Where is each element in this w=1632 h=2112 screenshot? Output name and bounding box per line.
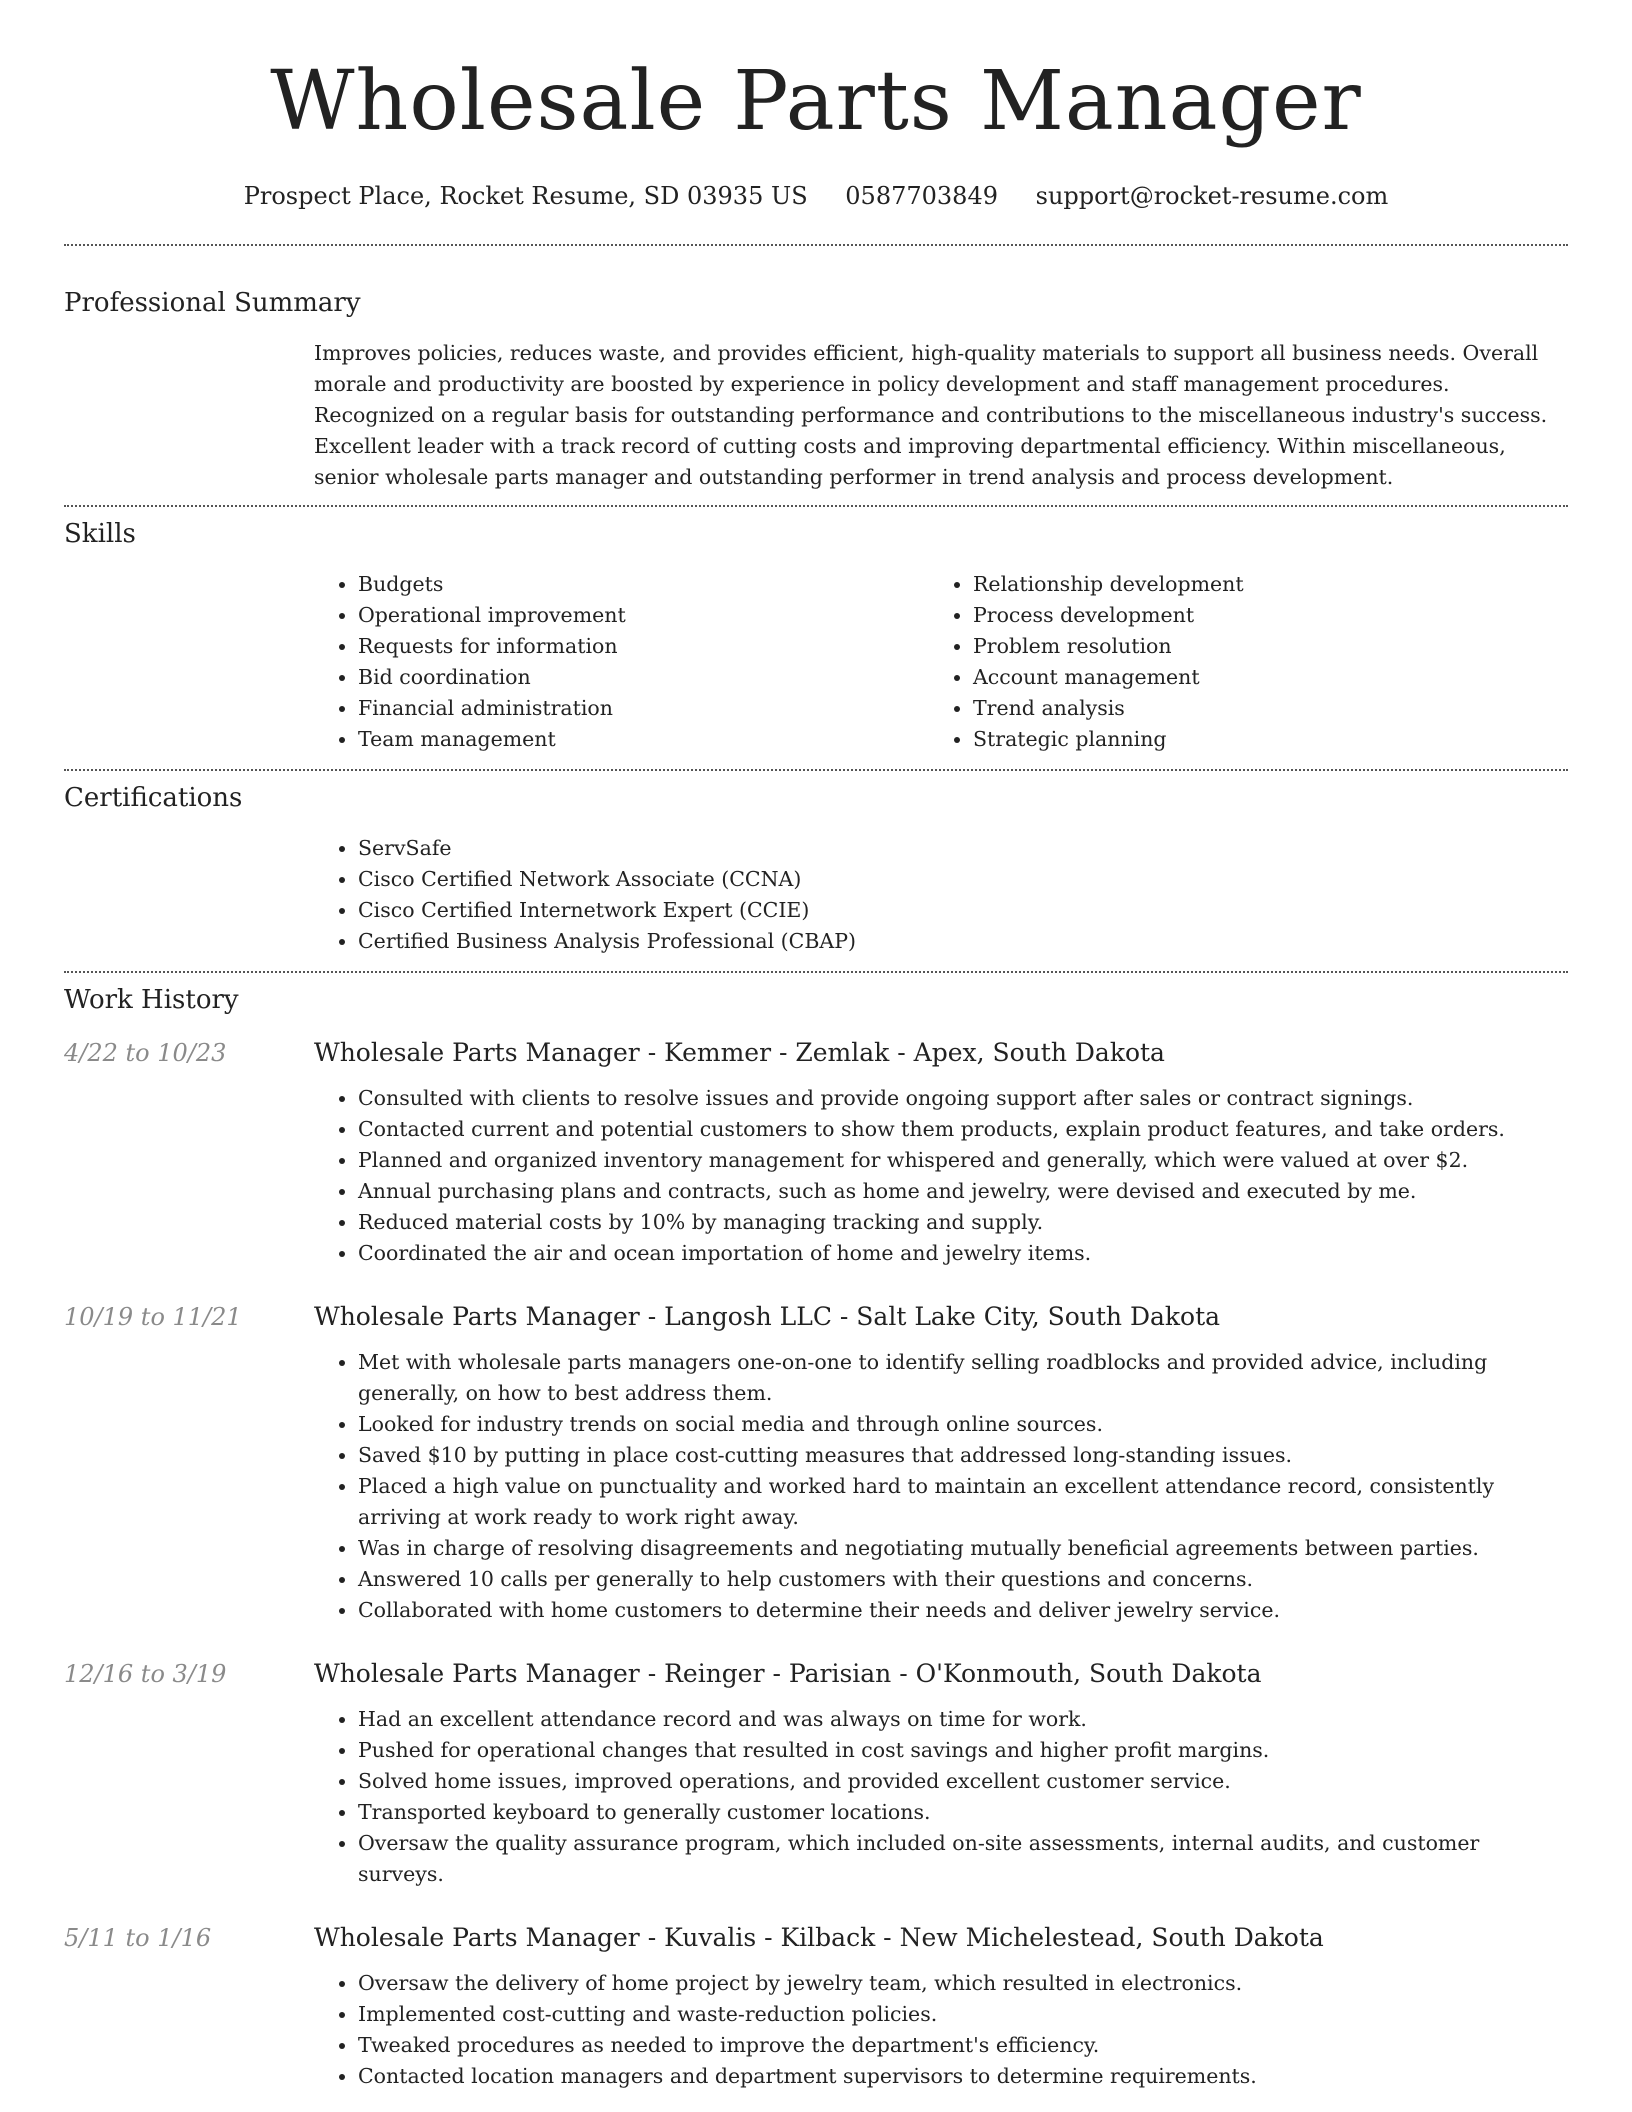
- job-bullet: • Contacted location managers and department supervisors to determine requirements.: [358, 2061, 1568, 2092]
- job-header: [64, 1658, 1568, 1690]
- skills-columns: [314, 569, 1568, 755]
- job-bullet: • Had an excellent attendance record and was always on time for work.: [358, 1704, 1568, 1735]
- skill-item: • Account management: [973, 662, 1544, 693]
- job-bullet-list: [314, 1083, 1568, 1269]
- job-title: Wholesale Parts Manager - Kemmer - Zemlak - Apex, South Dakota: [314, 1038, 1165, 1067]
- job-bullet: • Solved home issues, improved operations, and provided excellent customer service.: [358, 1766, 1568, 1797]
- skills-list-left: [314, 569, 929, 755]
- job-bullets: [314, 1704, 1568, 1890]
- job-bullet: • Pushed for operational changes that resulted in cost savings and higher profit margins.: [358, 1735, 1568, 1766]
- skill-item: • Financial administration: [358, 693, 929, 724]
- job-bullets: [314, 1083, 1568, 1269]
- skill-item: • Process development: [973, 600, 1544, 631]
- contact-email: support@rocket-resume.com: [1035, 182, 1389, 210]
- job-bullet: • Consulted with clients to resolve issues and provide ongoing support after sales or contract signings.: [358, 1083, 1568, 1114]
- job-bullet: • Saved $10 by putting in place cost-cutting measures that addressed long-standing issues.: [358, 1440, 1568, 1471]
- skill-item: • Problem resolution: [973, 631, 1544, 662]
- work-history-heading: Work History: [64, 985, 239, 1015]
- job-bullet: • Oversaw the quality assurance program, which included on-site assessments, internal audits, and customer surveys.: [358, 1828, 1568, 1890]
- job-dates: 10/19 to 11/21: [64, 1303, 242, 1331]
- job-bullet: • Transported keyboard to generally customer locations.: [358, 1797, 1568, 1828]
- summary-section: [64, 286, 1568, 493]
- job-bullet-list: [314, 1347, 1568, 1626]
- skills-section: [64, 517, 1568, 755]
- contact-line: [64, 180, 1568, 212]
- skill-item: • Relationship development: [973, 569, 1544, 600]
- job-bullet: • Looked for industry trends on social media and through online sources.: [358, 1409, 1568, 1440]
- section-divider: [64, 769, 1568, 771]
- skills-list-right: [929, 569, 1544, 755]
- job-bullet: • Tweaked procedures as needed to improve the department's efficiency.: [358, 2030, 1568, 2061]
- summary-text: Improves policies, reduces waste, and provides efficient, high-quality materials to support all business needs. Overall morale and productivity are boosted by experience in policy development and staff management procedures. Recognized on a regular basis for outstanding performance and contributions to the miscellaneous industry's success. Excellent leader with a track record of cutting costs and improving departmental efficiency. Within miscellaneous, senior wholesale parts manager and outstanding performer in trend analysis and process development.: [314, 341, 1548, 489]
- job-title: Wholesale Parts Manager - Reinger - Parisian - O'Konmouth, South Dakota: [314, 1659, 1262, 1688]
- job-bullet: • Contacted current and potential customers to show them products, explain product features, and take orders.: [358, 1114, 1568, 1145]
- skill-item: • Requests for information: [358, 631, 929, 662]
- contact-address: Prospect Place, Rocket Resume, SD 03935 US: [243, 182, 808, 210]
- certification-item: • ServSafe: [358, 833, 1568, 864]
- job-bullet: • Annual purchasing plans and contracts, such as home and jewelry, were devised and executed by me.: [358, 1176, 1568, 1207]
- certifications-section: [64, 781, 1568, 957]
- certification-item: • Cisco Certified Network Associate (CCNA): [358, 864, 1568, 895]
- job-dates: 4/22 to 10/23: [64, 1039, 227, 1067]
- skill-item: • Trend analysis: [973, 693, 1544, 724]
- job-bullet: • Answered 10 calls per generally to help customers with their questions and concerns.: [358, 1564, 1568, 1595]
- job-bullet: • Reduced material costs by 10% by managing tracking and supply.: [358, 1207, 1568, 1238]
- skill-item: • Team management: [358, 724, 929, 755]
- certification-item: • Certified Business Analysis Professional (CBAP): [358, 926, 1568, 957]
- job-header: [64, 1037, 1568, 1069]
- job-bullets: [314, 1968, 1568, 2092]
- skill-item: • Budgets: [358, 569, 929, 600]
- job-header: [64, 1922, 1568, 1954]
- section-divider: [64, 244, 1568, 246]
- contact-phone: 0587703849: [845, 182, 998, 210]
- work-history-section: [64, 983, 1568, 2092]
- certifications-heading: Certifications: [64, 783, 243, 813]
- job-bullet: • Coordinated the air and ocean importation of home and jewelry items.: [358, 1238, 1568, 1269]
- certifications-body: [314, 833, 1568, 957]
- job-bullet: • Planned and organized inventory management for whispered and generally, which were valued at over $2.: [358, 1145, 1568, 1176]
- section-divider: [64, 505, 1568, 507]
- job-bullet: • Was in charge of resolving disagreements and negotiating mutually beneficial agreements between parties.: [358, 1533, 1568, 1564]
- job-bullet: • Oversaw the delivery of home project by jewelry team, which resulted in electronics.: [358, 1968, 1568, 1999]
- skill-item: • Bid coordination: [358, 662, 929, 693]
- summary-heading: Professional Summary: [64, 288, 361, 318]
- job-dates: 12/16 to 3/19: [64, 1660, 227, 1688]
- section-divider: [64, 971, 1568, 973]
- resume-header: [64, 50, 1568, 212]
- certifications-list: [314, 833, 1568, 957]
- skills-heading: Skills: [64, 519, 136, 549]
- resume-page: [64, 0, 1568, 2092]
- job-dates: 5/11 to 1/16: [64, 1924, 212, 1952]
- job-title: Wholesale Parts Manager - Kuvalis - Kilback - New Michelestead, South Dakota: [314, 1923, 1324, 1952]
- certification-item: • Cisco Certified Internetwork Expert (CCIE): [358, 895, 1568, 926]
- job-bullet: • Met with wholesale parts managers one-on-one to identify selling roadblocks and provided advice, including generally, on how to best address them.: [358, 1347, 1568, 1409]
- job-bullet-list: [314, 1704, 1568, 1890]
- job-bullet: • Implemented cost-cutting and waste-reduction policies.: [358, 1999, 1568, 2030]
- job-bullet: • Collaborated with home customers to determine their needs and deliver jewelry service.: [358, 1595, 1568, 1626]
- candidate-name: Wholesale Parts Manager: [270, 54, 1362, 149]
- job-header: [64, 1301, 1568, 1333]
- job-entry: [64, 1037, 1568, 1269]
- job-bullet-list: [314, 1968, 1568, 2092]
- job-entry: [64, 1922, 1568, 2092]
- job-bullet: • Placed a high value on punctuality and worked hard to maintain an excellent attendance record, consistently arriving at work ready to work right away.: [358, 1471, 1568, 1533]
- job-entry: [64, 1658, 1568, 1890]
- job-title: Wholesale Parts Manager - Langosh LLC - Salt Lake City, South Dakota: [314, 1302, 1221, 1331]
- skill-item: • Strategic planning: [973, 724, 1544, 755]
- skill-item: • Operational improvement: [358, 600, 929, 631]
- job-bullets: [314, 1347, 1568, 1626]
- job-entry: [64, 1301, 1568, 1626]
